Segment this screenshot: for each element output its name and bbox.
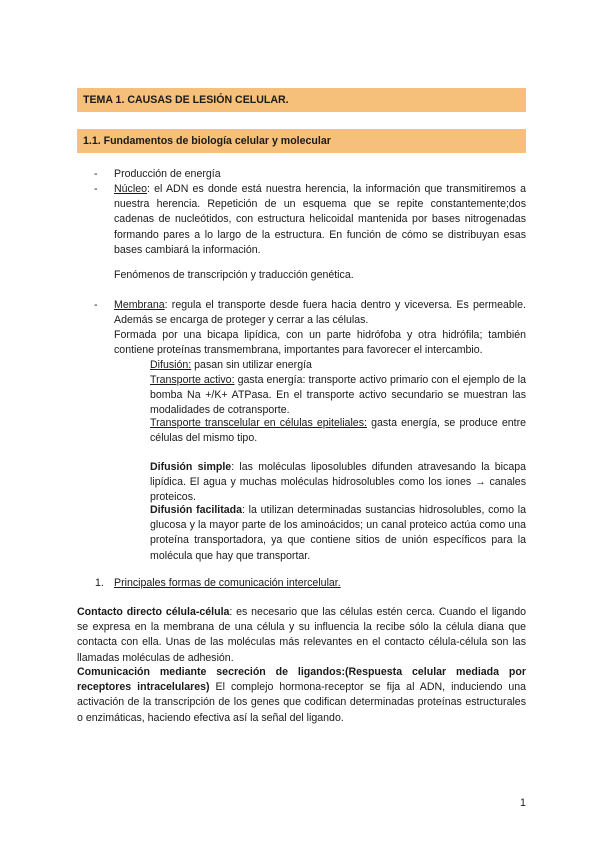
list-item-energia: Producción de energía bbox=[114, 168, 221, 180]
page-number: 1 bbox=[520, 797, 526, 809]
nucleo-label: Núcleo bbox=[114, 183, 147, 195]
bullet-dash: - bbox=[94, 183, 98, 195]
transporte-transcelular bbox=[150, 416, 526, 446]
nucleo-text: : el ADN es donde está nuestra herencia, la información que transmitiremos a nuestra herencia. Repetición de un esquema que se repite constantemente;dos cadenas de nucleótidos, con estructura helicoidal mantenida por bases nitrogenadas formando pares a lo largo de la estructura. En función de cómo se distribuyan esas bases cambiará la información. bbox=[114, 183, 526, 256]
difusion-label: Difusión: bbox=[150, 359, 192, 371]
fenomenos-text: Fenómenos de transcripción y traducción genética. bbox=[114, 269, 354, 281]
contacto-label: Contacto directo célula-célula bbox=[77, 606, 230, 618]
transcelular-text: gasta energía, se produce entre células del mismo tipo. bbox=[150, 417, 526, 445]
difusion-facilitada bbox=[150, 503, 526, 564]
chapter-title: TEMA 1. CAUSAS DE LESIÓN CELULAR. bbox=[83, 94, 289, 106]
facilitada-label: Difusión facilitada bbox=[150, 504, 243, 516]
membrana-text: : regula el transporte desde fuera hacia dentro y viceversa. Es permeable. Además se encarga de proteger y cerrar a las células. bbox=[114, 299, 526, 327]
list-item-membrana bbox=[114, 298, 526, 328]
numbered-marker: 1. bbox=[95, 577, 104, 589]
bullet-dash: - bbox=[94, 299, 98, 311]
numbered-heading: Principales formas de comunicación intercelular. bbox=[114, 577, 341, 589]
bullet-dash: - bbox=[94, 168, 98, 180]
comunicacion-text: El complejo hormona-receptor se fija al ADN, induciendo una activación de la transcripción de los genes que codifican determinadas proteínas estructurales o enzimáticas, haciendo efectiva así la señal del ligando. bbox=[77, 681, 526, 724]
difusion-line bbox=[150, 358, 526, 373]
difusion-simple bbox=[150, 460, 526, 506]
transporte-activo bbox=[150, 373, 526, 419]
contacto-paragraph bbox=[77, 605, 526, 666]
activo-text: gasta energía: transporte activo primario con el ejemplo de la bomba Na +/K+ ATPasa. En el transporte activo secundario se muestran las modalidades de cotransporte. bbox=[150, 374, 526, 417]
membrana-formada: Formada por una bicapa lipídica, con un parte hidrófoba y otra hidrófila; también contiene proteínas transmembrana, importantes para favorecer el intercambio. bbox=[114, 329, 526, 357]
simple-text: : las moléculas liposolubles difunden atravesando la bicapa lipídica. El agua y muchas moléculas hidrosolubles como los iones → canales proteicos. bbox=[150, 461, 527, 504]
chapter-header-bar bbox=[77, 88, 526, 112]
simple-label: Difusión simple bbox=[150, 461, 232, 473]
comunicacion-paragraph bbox=[77, 665, 526, 726]
membrana-label: Membrana bbox=[114, 299, 165, 311]
facilitada-text: : la utilizan determinadas sustancias hidrosolubles, como la glucosa y la mayor parte de los aminoácidos; un canal proteico actúa como una proteína transportadora, ya que contiene sitios de unión específicos para la molécula que hay que transportar. bbox=[150, 504, 526, 562]
activo-label: Transporte activo: bbox=[150, 374, 235, 386]
difusion-text: pasan sin utilizar energía bbox=[191, 359, 312, 371]
comunicacion-label: Comunicación mediante secreción de ligandos:(Respuesta celular mediada por receptores intracelulares) bbox=[77, 666, 526, 694]
list-item-nucleo bbox=[114, 182, 526, 258]
section-title: 1.1. Fundamentos de biología celular y molecular bbox=[83, 135, 331, 147]
contacto-text: : es necesario que las células estén cerca. Cuando el ligando se expresa en la membrana de una célula y su influencia la recibe sólo la célula diana que contacta con ella. Unas de las moléculas más relevantes en el contacto célula-célula son las llamadas moléculas de adhesión. bbox=[77, 606, 526, 664]
section-header-bar bbox=[77, 129, 526, 153]
transcelular-label: Transporte transcelular en células epiteliales: bbox=[150, 417, 367, 429]
